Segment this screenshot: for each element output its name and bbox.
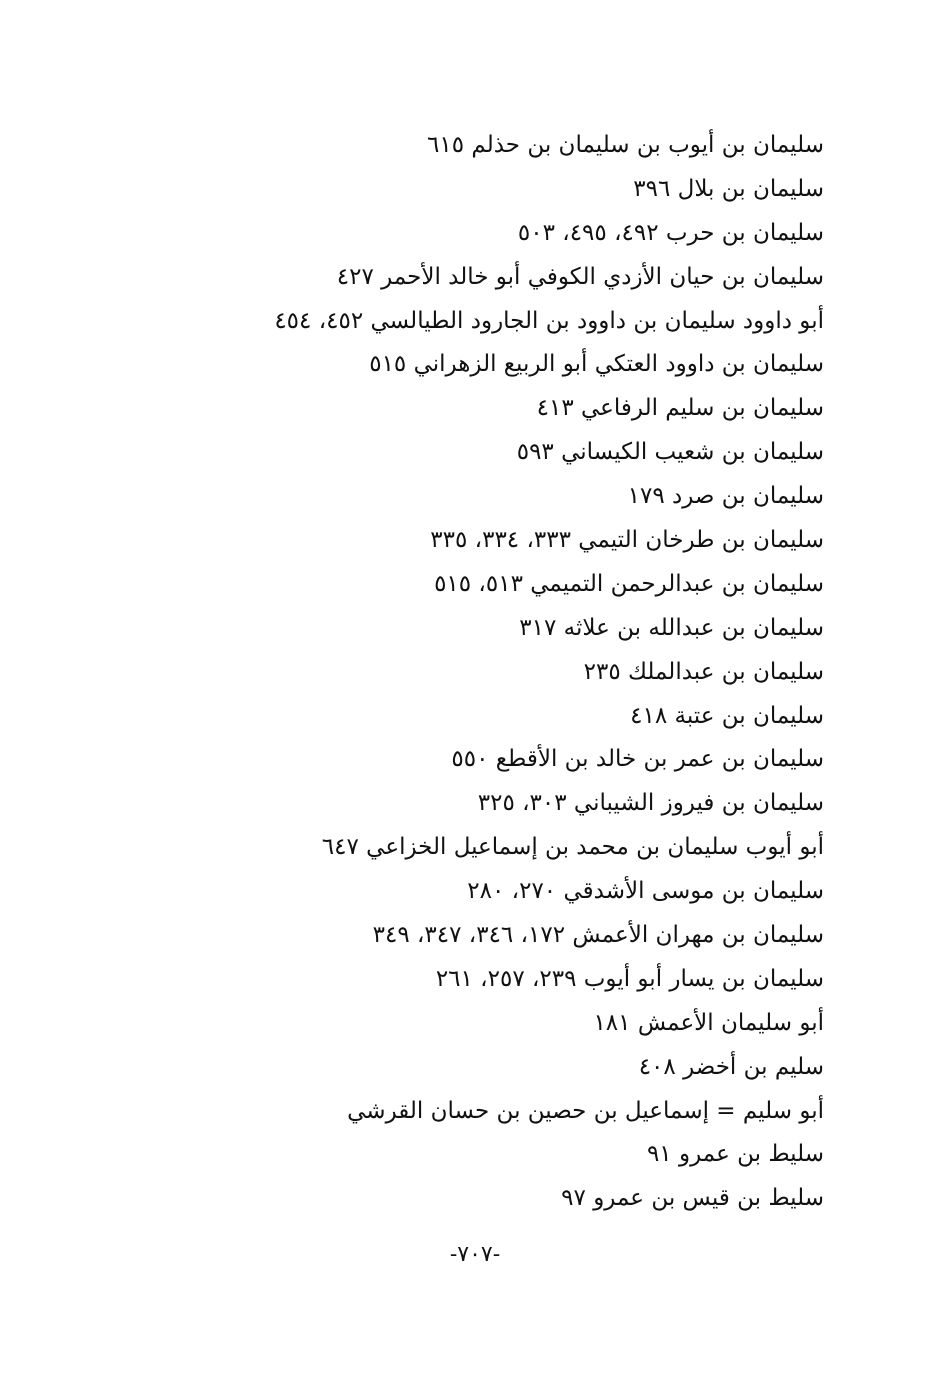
index-entry: سليمان بن موسى الأشدقي ٢٧٠، ٢٨٠ [467,878,824,905]
index-entry: سليمان بن شعيب الكيساني ٥٩٣ [516,439,824,466]
index-entry: سليمان بن مهران الأعمش ١٧٢، ٣٤٦، ٣٤٧، ٣٤٩ [372,922,824,949]
index-entry: سليمان بن أيوب بن سليمان بن حذلم ٦١٥ [427,132,824,158]
index-entry: أبو أيوب سليمان بن محمد بن إسماعيل الخزاعي ٦٤٧ [321,834,824,861]
index-entry: سليمان بن عمر بن خالد بن الأقطع ٥٥٠ [451,746,824,773]
index-entry: سليم بن أخضر ٤٠٨ [638,1053,824,1080]
index-entry: سليط بن عمرو ٩١ [646,1141,824,1168]
index-entry: سليمان بن داوود العتكي أبو الربيع الزهراني ٥١٥ [369,351,824,378]
index-entry: أبو داوود سليمان بن داوود بن الجارود الطيالسي ٤٥٢، ٤٥٤ [274,307,824,334]
index-entry: أبو سليم = إسماعيل بن حصين بن حسان القرشي [347,1097,824,1124]
index-entry: سليمان بن صرد ١٧٩ [627,483,824,510]
page-number: -٧٠٧- [449,1242,501,1267]
index-entry: سليط بن قيس بن عمرو ٩٧ [561,1185,824,1212]
index-entry: سليمان بن عبدالله بن علاثه ٣١٧ [519,614,824,641]
index-entry: سليمان بن عبدالرحمن التميمي ٥١٣، ٥١٥ [434,570,824,597]
index-entry: سليمان بن سليم الرفاعي ٤١٣ [536,395,824,422]
index-entry: سليمان بن عبدالملك ٢٣٥ [583,658,824,685]
index-entry: سليمان بن حرب ٤٩٢، ٤٩٥، ٥٠٣ [517,219,824,246]
index-entries-list [264,124,824,1221]
index-entry: سليمان بن فيروز الشيباني ٣٠٣، ٣٢٥ [477,790,824,817]
index-entry: سليمان بن يسار أبو أيوب ٢٣٩، ٢٥٧، ٢٦١ [435,965,824,992]
index-entry: أبو سليمان الأعمش ١٨١ [593,1009,824,1036]
index-entry: سليمان بن طرخان التيمي ٣٣٣، ٣٣٤، ٣٣٥ [430,527,824,554]
index-entry: سليمان بن حيان الأزدي الكوفي أبو خالد الأحمر ٤٢٧ [336,263,824,290]
index-entry: سليمان بن عتبة ٤١٨ [630,702,824,729]
index-entry: سليمان بن بلال ٣٩٦ [633,175,824,202]
